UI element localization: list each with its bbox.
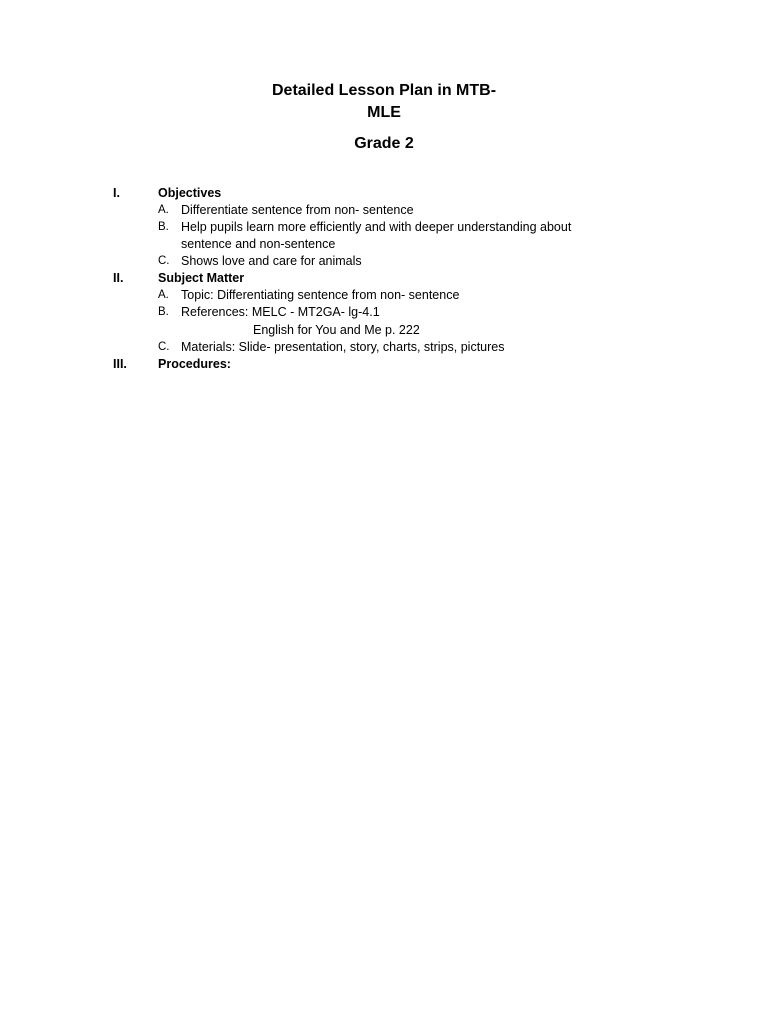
section-heading-procedures: Procedures: bbox=[158, 357, 231, 371]
subject-matter-item: Topic: Differentiating sentence from non- sentence bbox=[181, 288, 460, 302]
item-letter: C. bbox=[158, 341, 170, 353]
document-title-line-1: Detailed Lesson Plan in MTB- bbox=[271, 82, 497, 99]
item-letter: B. bbox=[158, 221, 169, 233]
item-letter: B. bbox=[158, 306, 169, 318]
objective-item: Help pupils learn more efficiently and with deeper understanding about bbox=[181, 220, 572, 234]
section-heading-subject-matter: Subject Matter bbox=[158, 271, 245, 285]
item-letter: C. bbox=[158, 255, 170, 267]
objective-item: Differentiate sentence from non- sentence bbox=[181, 203, 414, 217]
section-numeral: II. bbox=[113, 271, 124, 285]
document-subtitle: Grade 2 bbox=[354, 135, 414, 152]
objective-item-continuation: sentence and non-sentence bbox=[181, 237, 336, 251]
section-heading-objectives: Objectives bbox=[158, 186, 222, 200]
subject-matter-item: References: MELC - MT2GA- lg-4.1 bbox=[181, 305, 380, 319]
objective-item: Shows love and care for animals bbox=[181, 254, 362, 268]
document-title-line-2: MLE bbox=[367, 104, 401, 121]
item-letter: A. bbox=[158, 204, 169, 216]
reference-continuation: English for You and Me p. 222 bbox=[253, 323, 420, 337]
section-numeral: III. bbox=[113, 357, 127, 371]
section-numeral: I. bbox=[113, 186, 120, 200]
subject-matter-item: Materials: Slide- presentation, story, charts, strips, pictures bbox=[181, 340, 505, 354]
item-letter: A. bbox=[158, 289, 169, 301]
